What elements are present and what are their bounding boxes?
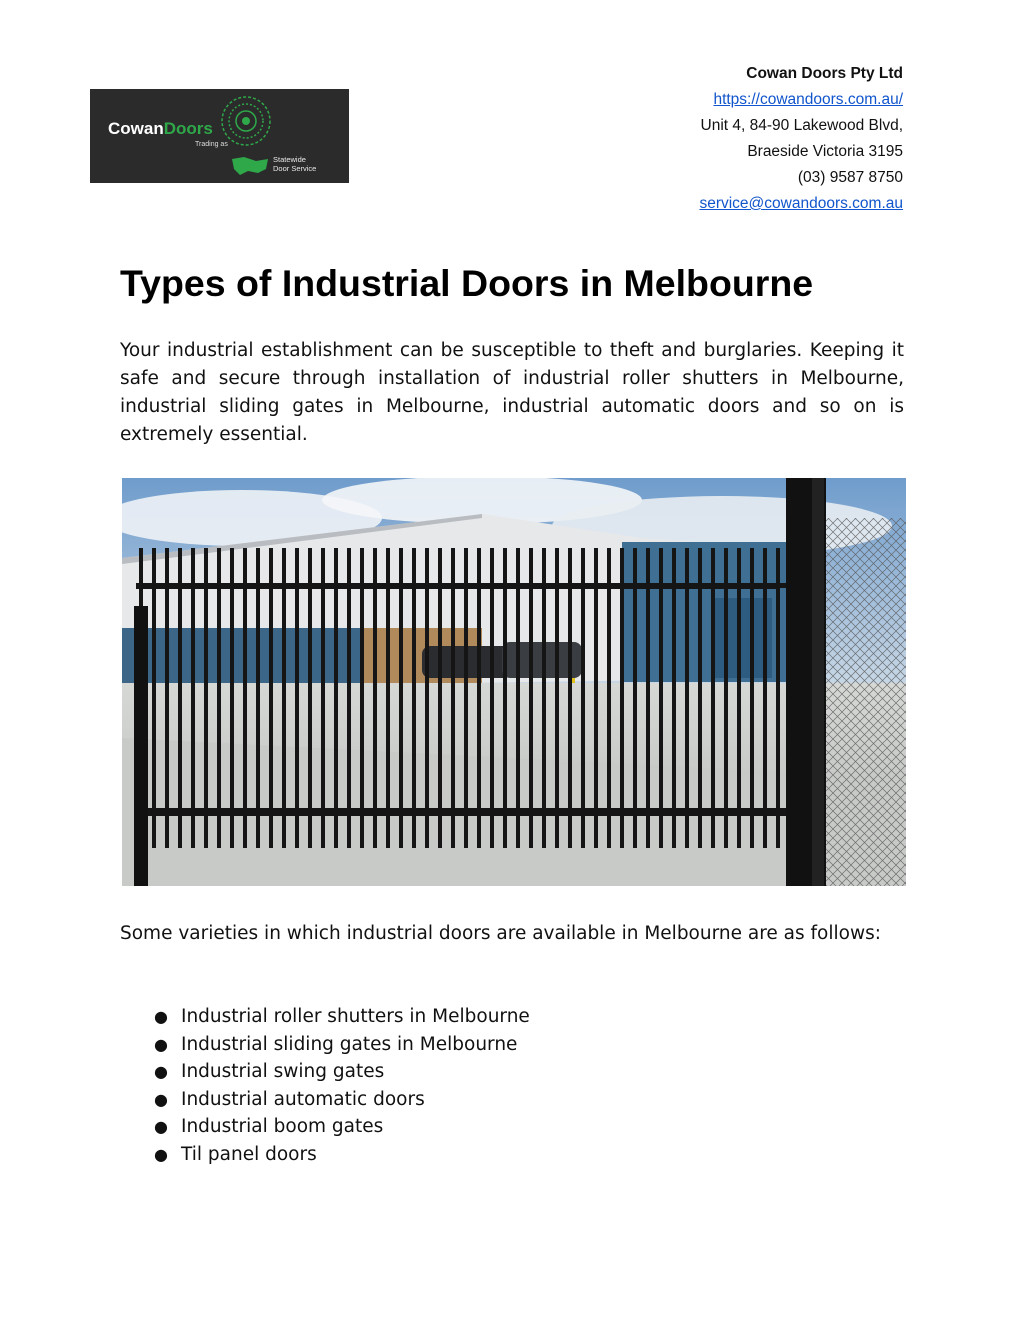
page-title: Types of Industrial Doors in Melbourne xyxy=(120,262,814,304)
list-item-text: Industrial boom gates xyxy=(181,1116,384,1137)
logo-statewide-line2: Door Service xyxy=(273,164,317,173)
logo-brand-doors: Doors xyxy=(163,119,213,138)
logo-brand-text xyxy=(108,119,213,139)
list-item-text: Industrial swing gates xyxy=(181,1061,385,1082)
sliding-gate-illustration xyxy=(122,478,906,886)
victoria-map-icon xyxy=(230,155,270,177)
phone-number: (03) 9587 8750 xyxy=(797,169,903,186)
logo-statewide-line1: Statewide xyxy=(273,155,306,164)
list-item xyxy=(120,1003,530,1031)
email-link[interactable]: service@cowandoors.com.au xyxy=(699,195,903,212)
logo-trading-as: Trading as xyxy=(195,141,228,148)
bullet-icon: ● xyxy=(154,1089,168,1109)
address-line-1: Unit 4, 84-90 Lakewood Blvd, xyxy=(700,117,903,134)
bullet-icon: ● xyxy=(154,1062,168,1081)
sliding-gate-photo xyxy=(122,478,906,886)
bullet-icon: ● xyxy=(154,1007,168,1026)
list-item xyxy=(120,1086,530,1114)
address-line-2: Braeside Victoria 3195 xyxy=(747,143,903,160)
company-name: Cowan Doors Pty Ltd xyxy=(746,65,903,82)
list-item xyxy=(120,1031,530,1059)
list-item xyxy=(120,1113,530,1141)
list-item-text: Industrial roller shutters in Melbourne xyxy=(181,1006,530,1027)
logo-brand-cowan: Cowan xyxy=(108,119,164,138)
list-item xyxy=(120,1141,530,1169)
logo-statewide-text xyxy=(273,155,316,173)
contact-block xyxy=(699,61,903,217)
list-item xyxy=(120,1058,530,1086)
bullet-icon: ● xyxy=(154,1034,168,1054)
list-item-text: Industrial sliding gates in Melbourne xyxy=(181,1033,518,1055)
list-item-text: Til panel doors xyxy=(181,1143,317,1165)
bullet-icon: ● xyxy=(154,1144,168,1164)
company-logo xyxy=(90,89,349,183)
bullet-icon: ● xyxy=(154,1117,168,1136)
intro-paragraph: Your industrial establishment can be susceptible to theft and burglaries. Keeping it safe and secure through installation of industrial roller shutters in Melbourne, industrial sliding gates in Melbourne, industrial automatic doors and so on is extremely essential. xyxy=(120,340,904,445)
door-types-list xyxy=(120,1003,530,1168)
varieties-paragraph: Some varieties in which industrial doors are available in Melbourne are as follows: xyxy=(120,923,881,944)
website-link[interactable]: https://cowandoors.com.au/ xyxy=(713,91,903,108)
list-item-text: Industrial automatic doors xyxy=(181,1088,425,1110)
